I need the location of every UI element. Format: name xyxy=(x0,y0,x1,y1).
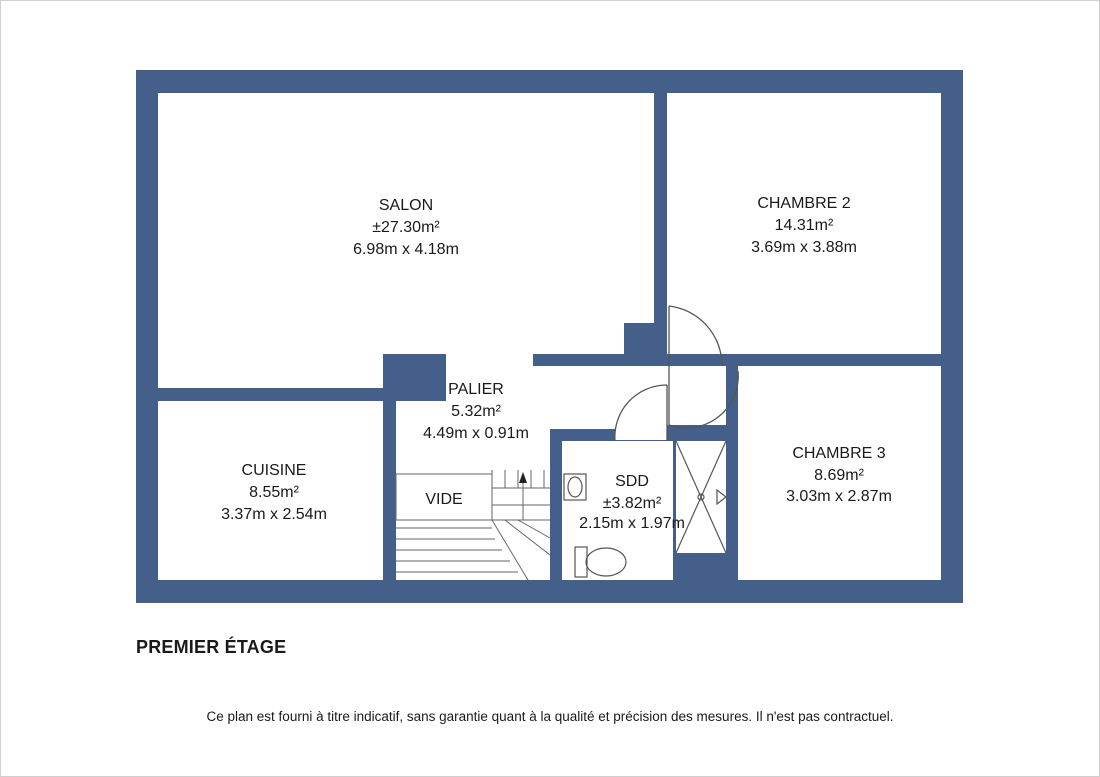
cuisine-area: 8.55m² xyxy=(249,484,299,501)
chambre3-area: 8.69m² xyxy=(814,467,864,484)
chambre2-area: 14.31m² xyxy=(774,217,834,234)
vide-label: VIDE xyxy=(425,491,463,508)
wall-shower-bottom xyxy=(673,553,738,580)
sdd-area: ±3.82m² xyxy=(602,495,662,512)
disclaimer-text: Ce plan est fourni à titre indicatif, sans garantie quant à la qualité et précision des mesures. Il n'est pas contractuel. xyxy=(206,709,894,724)
salon-area: ±27.30m² xyxy=(372,219,440,236)
cuisine-dims: 3.37m x 2.54m xyxy=(221,506,327,523)
salon-name: SALON xyxy=(378,197,434,214)
sdd-name: SDD xyxy=(615,473,649,490)
wall-sdd-shower-divider xyxy=(673,441,676,553)
chambre3-dims: 3.03m x 2.87m xyxy=(786,488,892,505)
palier-dims: 4.49m x 0.91m xyxy=(423,425,529,442)
wall-cuisine-stair xyxy=(383,460,396,580)
chambre2-dims: 3.69m x 3.88m xyxy=(751,239,857,256)
floor-title: PREMIER ÉTAGE xyxy=(136,637,287,657)
wall-salon-stub-left xyxy=(383,354,446,401)
wall-chambre2-bottom xyxy=(722,354,941,366)
palier-area: 5.32m² xyxy=(451,403,501,420)
sdd-dims: 2.15m x 1.97m xyxy=(579,515,685,532)
wall-pillar xyxy=(624,323,667,366)
wall-shower-right xyxy=(726,366,738,580)
salon-dims: 6.98m x 4.18m xyxy=(353,241,459,258)
wall-salon-bottom-left xyxy=(158,388,396,401)
chambre2-name: CHAMBRE 2 xyxy=(757,195,851,212)
palier-name: PALIER xyxy=(448,381,504,398)
cuisine-name: CUISINE xyxy=(241,462,307,479)
wall-sdd-left xyxy=(550,429,562,580)
chambre3-name: CHAMBRE 3 xyxy=(792,445,886,462)
